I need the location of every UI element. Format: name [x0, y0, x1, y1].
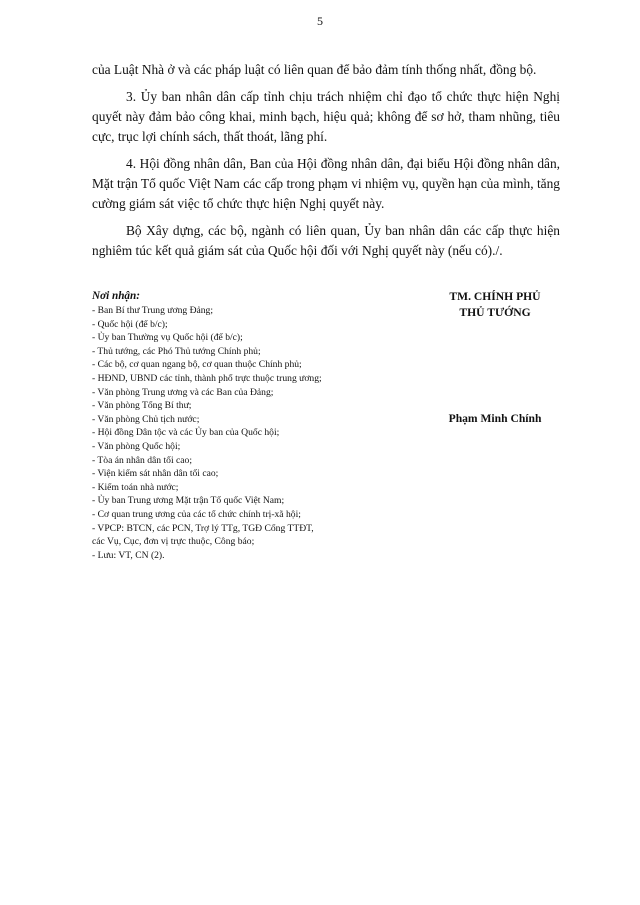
page-number: 5: [317, 14, 323, 28]
recipient-item: - Văn phòng Trung ương và các Ban của Đảng;: [92, 386, 274, 398]
recipient-item: - Văn phòng Quốc hội;: [92, 440, 181, 452]
recipient-item: - Ủy ban Trung ương Mặt trận Tổ quốc Việt Nam;: [92, 495, 285, 507]
recipient-item: - Ủy ban Thường vụ Quốc hội (để b/c);: [92, 332, 243, 344]
paragraph-1: của Luật Nhà ở và các pháp luật có liên quan để bảo đảm tính thống nhất, đồng bộ.: [92, 62, 537, 77]
recipient-item: - Quốc hội (để b/c);: [92, 318, 168, 330]
recipient-item: - Hội đồng Dân tộc và các Ủy ban của Quốc hội;: [92, 427, 280, 439]
recipient-item: - HĐND, UBND các tỉnh, thành phố trực thuộc trung ương;: [92, 372, 322, 384]
recipient-item: - Tòa án nhân dân tối cao;: [92, 454, 192, 466]
recipient-item: - Lưu: VT, CN (2).: [92, 549, 165, 561]
recipient-item: - Văn phòng Tổng Bí thư;: [92, 400, 192, 412]
recipient-item: - Ban Bí thư Trung ương Đảng;: [92, 305, 214, 316]
recipient-item: - Văn phòng Chủ tịch nước;: [92, 413, 200, 425]
recipient-item: - Kiểm toán nhà nước;: [92, 481, 179, 493]
signature-position: THỦ TƯỚNG: [459, 306, 531, 319]
recipient-item: - Viện kiểm sát nhân dân tối cao;: [92, 468, 219, 480]
paragraph-4: Bộ Xây dựng, các bộ, ngành có liên quan, Ủy ban nhân dân các cấp thực hiện nghiêm túc kết quả giám sát của Quốc hội đối với Nghị quyết này (nếu có)./.: [92, 223, 560, 258]
signer-name: Phạm Minh Chính: [448, 412, 542, 425]
recipient-item: - VPCP: BTCN, các PCN, Trợ lý TTg, TGĐ Cổng TTĐT,: [92, 522, 314, 534]
recipient-item: - Các bộ, cơ quan ngang bộ, cơ quan thuộc Chính phủ;: [92, 359, 302, 371]
recipient-item: - Cơ quan trung ương của các tổ chức chính trị-xã hội;: [92, 508, 301, 520]
document-body: [92, 60, 560, 268]
signature-title: TM. CHÍNH PHỦ: [449, 290, 541, 303]
recipients-heading: Nơi nhận:: [92, 290, 140, 302]
paragraph-2: 3. Ủy ban nhân dân cấp tỉnh chịu trách nhiệm chỉ đạo tổ chức thực hiện Nghị quyết này đảm bảo công khai, minh bạch, hiệu quả; không để sơ hở, tham nhũng, tiêu cực, trục lợi chính sách, thất thoát, lãng phí.: [92, 89, 560, 144]
recipient-item: - Thủ tướng, các Phó Thủ tướng Chính phủ;: [92, 345, 261, 357]
recipient-item: các Vụ, Cục, đơn vị trực thuộc, Công báo;: [92, 536, 255, 548]
signature-block: [420, 289, 570, 427]
recipients-block: [92, 289, 412, 562]
paragraph-3: 4. Hội đồng nhân dân, Ban của Hội đồng nhân dân, đại biểu Hội đồng nhân dân, Mặt trận Tổ quốc Việt Nam các cấp trong phạm vi nhiệm vụ, quyền hạn của mình, tăng cường giám sát việc tổ chức thực hiện Nghị quyết này.: [92, 156, 560, 211]
recipients-list: [92, 304, 412, 562]
